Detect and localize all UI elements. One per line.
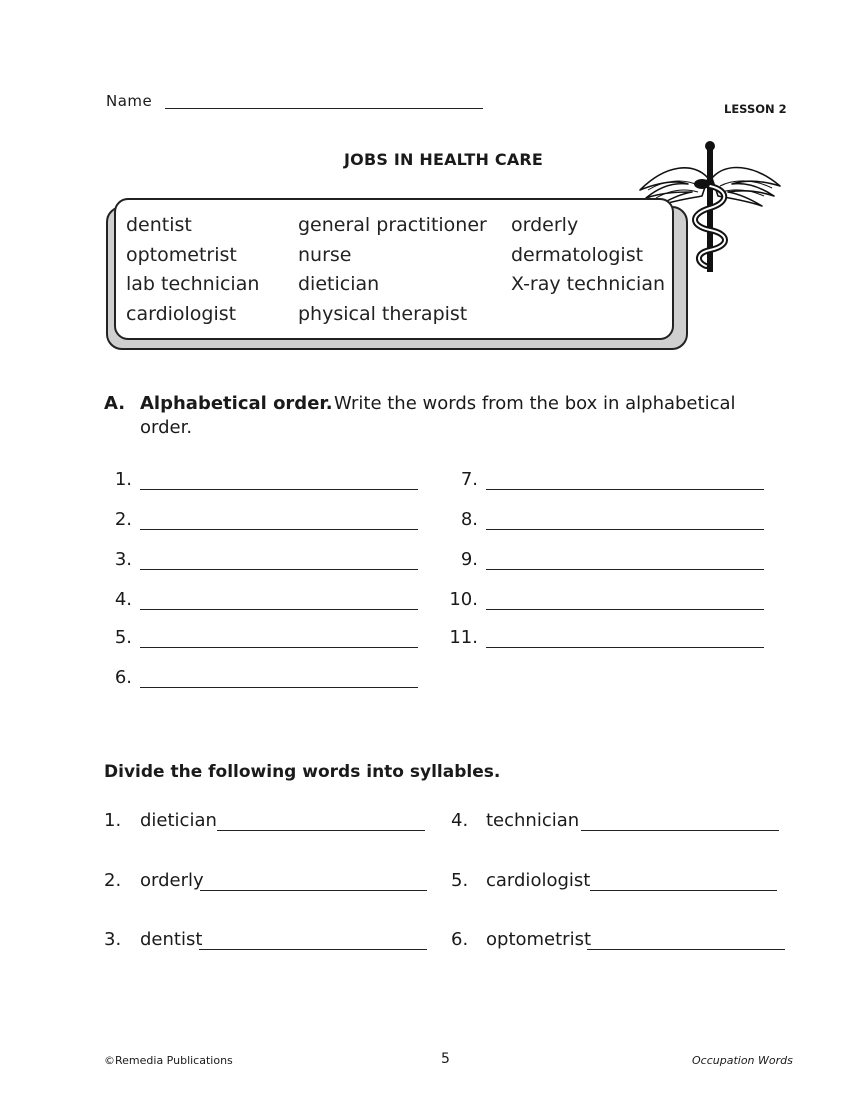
answer-number: 4. [114, 589, 132, 610]
answer-line[interactable] [486, 609, 764, 610]
answer-number: 10. [449, 589, 478, 610]
syllable-number: 2. [104, 870, 122, 891]
syllable-answer-line[interactable] [590, 890, 777, 891]
section-a-heading: Alphabetical order. [140, 393, 333, 414]
section-a-instruction: Write the words from the box in alphabetical [334, 393, 736, 414]
answer-number: 6. [114, 667, 132, 688]
name-line[interactable] [165, 108, 483, 109]
answer-line[interactable] [140, 609, 418, 610]
answer-line[interactable] [486, 529, 764, 530]
syllable-number: 3. [104, 929, 122, 950]
answer-line[interactable] [486, 647, 764, 648]
word-box-item: physical therapist [298, 303, 468, 325]
name-label: Name [106, 92, 153, 110]
copyright: ©Remedia Publications [104, 1054, 233, 1067]
word-box-item: general practitioner [298, 214, 487, 236]
syllable-word: dietician [140, 810, 217, 831]
word-box-item: dietician [298, 273, 380, 295]
page-number: 5 [441, 1051, 450, 1067]
syllable-number: 1. [104, 810, 122, 831]
section-a-letter: A. [104, 393, 126, 414]
syllable-answer-line[interactable] [581, 830, 779, 831]
answer-line[interactable] [140, 529, 418, 530]
answer-number: 8. [460, 509, 478, 530]
word-box-item: X-ray technician [511, 273, 666, 295]
syllable-word: cardiologist [486, 870, 591, 891]
word-box-item: orderly [511, 214, 579, 236]
answer-line[interactable] [140, 687, 418, 688]
syllable-number: 4. [451, 810, 469, 831]
syllable-word: optometrist [486, 929, 592, 950]
syllable-word: orderly [140, 870, 204, 891]
section-a-instruction-continued: order. [140, 417, 193, 438]
answer-number: 5. [114, 627, 132, 648]
answer-line[interactable] [140, 489, 418, 490]
syllable-number: 5. [451, 870, 469, 891]
lesson-label: LESSON 2 [724, 102, 787, 116]
page-title: JOBS IN HEALTH CARE [344, 150, 544, 169]
syllable-word: technician [486, 810, 580, 831]
answer-line[interactable] [140, 569, 418, 570]
answer-line[interactable] [486, 489, 764, 490]
answer-number: 9. [460, 549, 478, 570]
answer-number: 11. [449, 627, 478, 648]
word-box-item: dermatologist [511, 244, 644, 266]
syllable-answer-line[interactable] [587, 949, 785, 950]
syllable-number: 6. [451, 929, 469, 950]
syllables-heading: Divide the following words into syllables. [104, 762, 501, 782]
word-box-item: cardiologist [126, 303, 237, 325]
word-box-item: optometrist [126, 244, 237, 266]
syllable-answer-line[interactable] [200, 890, 427, 891]
word-box-item: nurse [298, 244, 352, 266]
word-box-item: lab technician [126, 273, 260, 295]
answer-line[interactable] [140, 647, 418, 648]
answer-line[interactable] [486, 569, 764, 570]
syllable-answer-line[interactable] [217, 830, 425, 831]
book-title: Occupation Words [692, 1054, 793, 1067]
word-box-item: dentist [126, 214, 192, 236]
answer-number: 7. [460, 469, 478, 490]
syllable-word: dentist [140, 929, 203, 950]
answer-number: 2. [114, 509, 132, 530]
syllable-answer-line[interactable] [199, 949, 427, 950]
answer-number: 1. [114, 469, 132, 490]
answer-number: 3. [114, 549, 132, 570]
